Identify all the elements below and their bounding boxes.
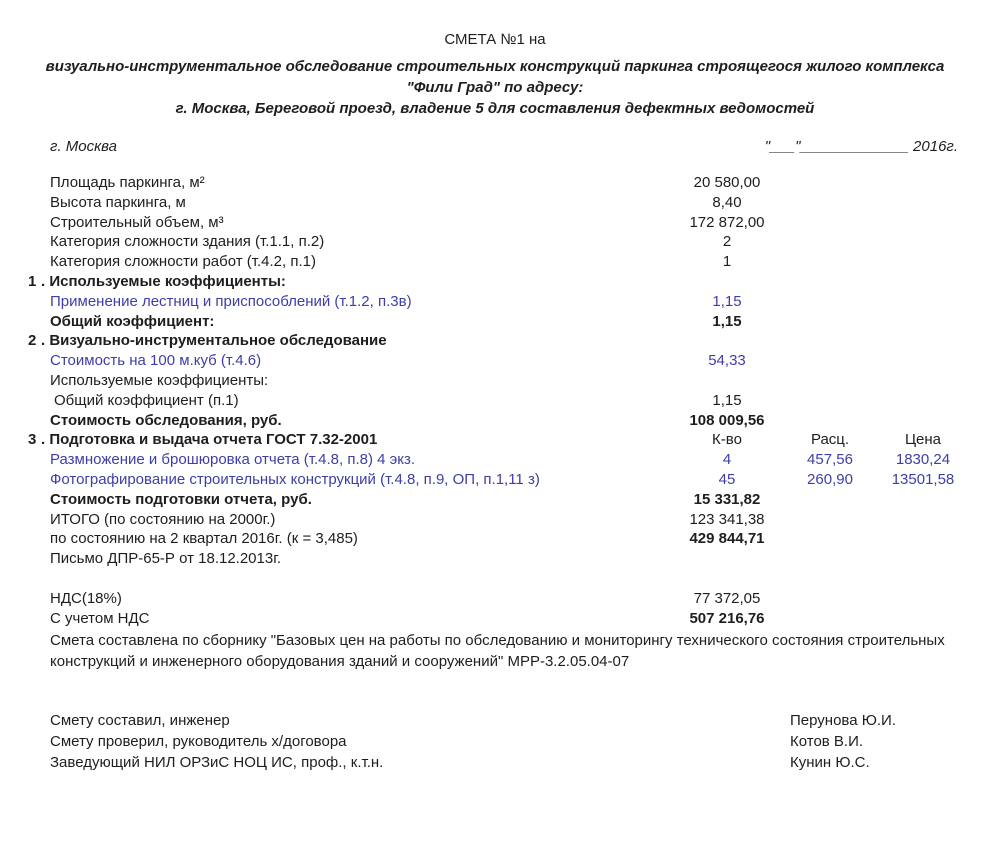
row-label: Используемые коэффициенты: bbox=[50, 371, 269, 389]
estimate-row bbox=[0, 272, 990, 292]
row-value: 15 331,82 bbox=[693, 490, 761, 508]
signature-label: Смету проверил, руководитель х/договора bbox=[50, 733, 347, 750]
row-label: Общий коэффициент (п.1) bbox=[54, 391, 239, 409]
row-value: 1,15 bbox=[712, 292, 742, 310]
estimate-row bbox=[0, 331, 990, 351]
estimate-row bbox=[0, 450, 990, 470]
row-value: К-во bbox=[712, 431, 742, 449]
row-label: Общий коэффициент: bbox=[50, 312, 215, 330]
city-label: г. Москва bbox=[50, 138, 117, 155]
row-label: . Визуально-инструментальное обследование bbox=[41, 332, 387, 350]
row-label: Размножение и брошюровка отчета (т.4.8, п.8) 4 экз. bbox=[50, 451, 416, 469]
signature-name: Кунин Ю.С. bbox=[790, 754, 870, 771]
date-blank: "___"_____________ 2016г. bbox=[764, 138, 958, 155]
estimate-row bbox=[0, 490, 990, 510]
estimate-row bbox=[0, 173, 990, 193]
row-label: ИТОГО (по состоянию на 2000г.) bbox=[50, 510, 276, 528]
estimate-row bbox=[0, 391, 990, 411]
row-rate: Расц. bbox=[810, 431, 850, 449]
row-value: 20 580,00 bbox=[693, 174, 761, 191]
row-value: 429 844,71 bbox=[689, 530, 765, 548]
estimate-row bbox=[0, 609, 990, 629]
estimate-row bbox=[0, 213, 990, 233]
estimate-row bbox=[0, 529, 990, 549]
estimate-row bbox=[0, 232, 990, 252]
estimate-rows bbox=[0, 173, 990, 628]
estimate-row bbox=[0, 549, 990, 569]
row-label: Категория сложности здания (т.1.1, п.2) bbox=[50, 233, 325, 251]
row-value: 123 341,38 bbox=[689, 510, 765, 528]
estimate-row bbox=[0, 292, 990, 312]
row-label: . Подготовка и выдача отчета ГОСТ 7.32-2001 bbox=[41, 431, 378, 449]
document-title: СМЕТА №1 на bbox=[444, 31, 546, 48]
signatures bbox=[0, 710, 990, 773]
row-value: 45 bbox=[718, 470, 736, 488]
row-label: С учетом НДС bbox=[50, 609, 150, 627]
basis-note: Смета составлена по сборнику "Базовых цен на работы по обследованию и мониторингу технического состояния строительных конструкций и инженерного оборудования зданий и сооружений" МРР-3.2.05.04-07 bbox=[50, 632, 945, 670]
spacer-row bbox=[0, 569, 990, 589]
row-value: 2 bbox=[722, 233, 732, 251]
signature-label: Заведующий НИЛ ОРЗиС НОЦ ИС, проф., к.т.н. bbox=[50, 754, 384, 771]
row-rate: 457,56 bbox=[807, 451, 853, 469]
row-label: Стоимость на 100 м.куб (т.4.6) bbox=[50, 352, 262, 370]
row-price: Цена bbox=[904, 431, 942, 449]
estimate-row bbox=[0, 371, 990, 391]
estimate-row bbox=[0, 312, 990, 332]
signature-row bbox=[0, 710, 990, 731]
signature-row bbox=[0, 731, 990, 752]
row-price: 13501,58 bbox=[891, 470, 955, 488]
row-label: НДС(18%) bbox=[50, 589, 122, 607]
document-subtitle-line-2: "Фили Град" по адресу: bbox=[406, 79, 584, 96]
row-number: 2 bbox=[28, 332, 37, 350]
row-label: Категория сложности работ (т.4.2, п.1) bbox=[50, 253, 316, 271]
row-label: Строительный объем, м³ bbox=[50, 213, 224, 231]
estimate-row bbox=[0, 411, 990, 431]
row-value: 108 009,56 bbox=[689, 411, 765, 429]
row-rate: 260,90 bbox=[807, 470, 853, 488]
row-value: 1 bbox=[722, 253, 732, 271]
signature-name: Перунова Ю.И. bbox=[790, 712, 897, 729]
row-label: Фотографирование строительных конструкций (т.4.8, п.9, ОП, п.1,11 з) bbox=[50, 470, 540, 488]
row-number: 3 bbox=[28, 431, 37, 449]
row-label: Стоимость подготовки отчета, руб. bbox=[50, 490, 312, 508]
estimate-row bbox=[0, 193, 990, 213]
row-price: 1830,24 bbox=[895, 451, 951, 469]
row-label: Стоимость обследования, руб. bbox=[50, 411, 282, 429]
estimate-row bbox=[0, 351, 990, 371]
row-label: по состоянию на 2 квартал 2016г. (к = 3,485) bbox=[50, 530, 358, 548]
row-value: 77 372,05 bbox=[693, 589, 761, 607]
estimate-row bbox=[0, 470, 990, 490]
signature-row bbox=[0, 752, 990, 773]
document-subtitle-line-3: г. Москва, Береговой проезд, владение 5 для составления дефектных ведомостей bbox=[175, 100, 815, 117]
estimate-row bbox=[0, 252, 990, 272]
estimate-row bbox=[0, 510, 990, 530]
row-value: 1,15 bbox=[712, 312, 742, 330]
row-label: Площадь паркинга, м² bbox=[50, 174, 205, 191]
row-value: 8,40 bbox=[712, 193, 742, 211]
row-label: Высота паркинга, м bbox=[50, 193, 186, 211]
row-label: Письмо ДПР-65-Р от 18.12.2013г. bbox=[50, 550, 282, 568]
row-value: 1,15 bbox=[712, 391, 742, 409]
signature-label: Смету составил, инженер bbox=[50, 712, 230, 729]
estimate-row bbox=[0, 430, 990, 450]
row-value: 4 bbox=[722, 451, 732, 469]
document-subtitle-line-1: визуально-инструментальное обследование строительных конструкций паркинга строящегося жилого комплекса bbox=[45, 58, 945, 75]
row-label: . Используемые коэффициенты: bbox=[41, 272, 286, 290]
row-label: Применение лестниц и приспособлений (т.1.2, п.3в) bbox=[50, 292, 412, 310]
row-value: 54,33 bbox=[708, 352, 746, 370]
signature-name: Котов В.И. bbox=[790, 733, 864, 750]
row-value: 172 872,00 bbox=[689, 213, 765, 231]
row-number: 1 bbox=[28, 272, 37, 290]
estimate-row bbox=[0, 589, 990, 609]
row-value: 507 216,76 bbox=[689, 609, 765, 627]
